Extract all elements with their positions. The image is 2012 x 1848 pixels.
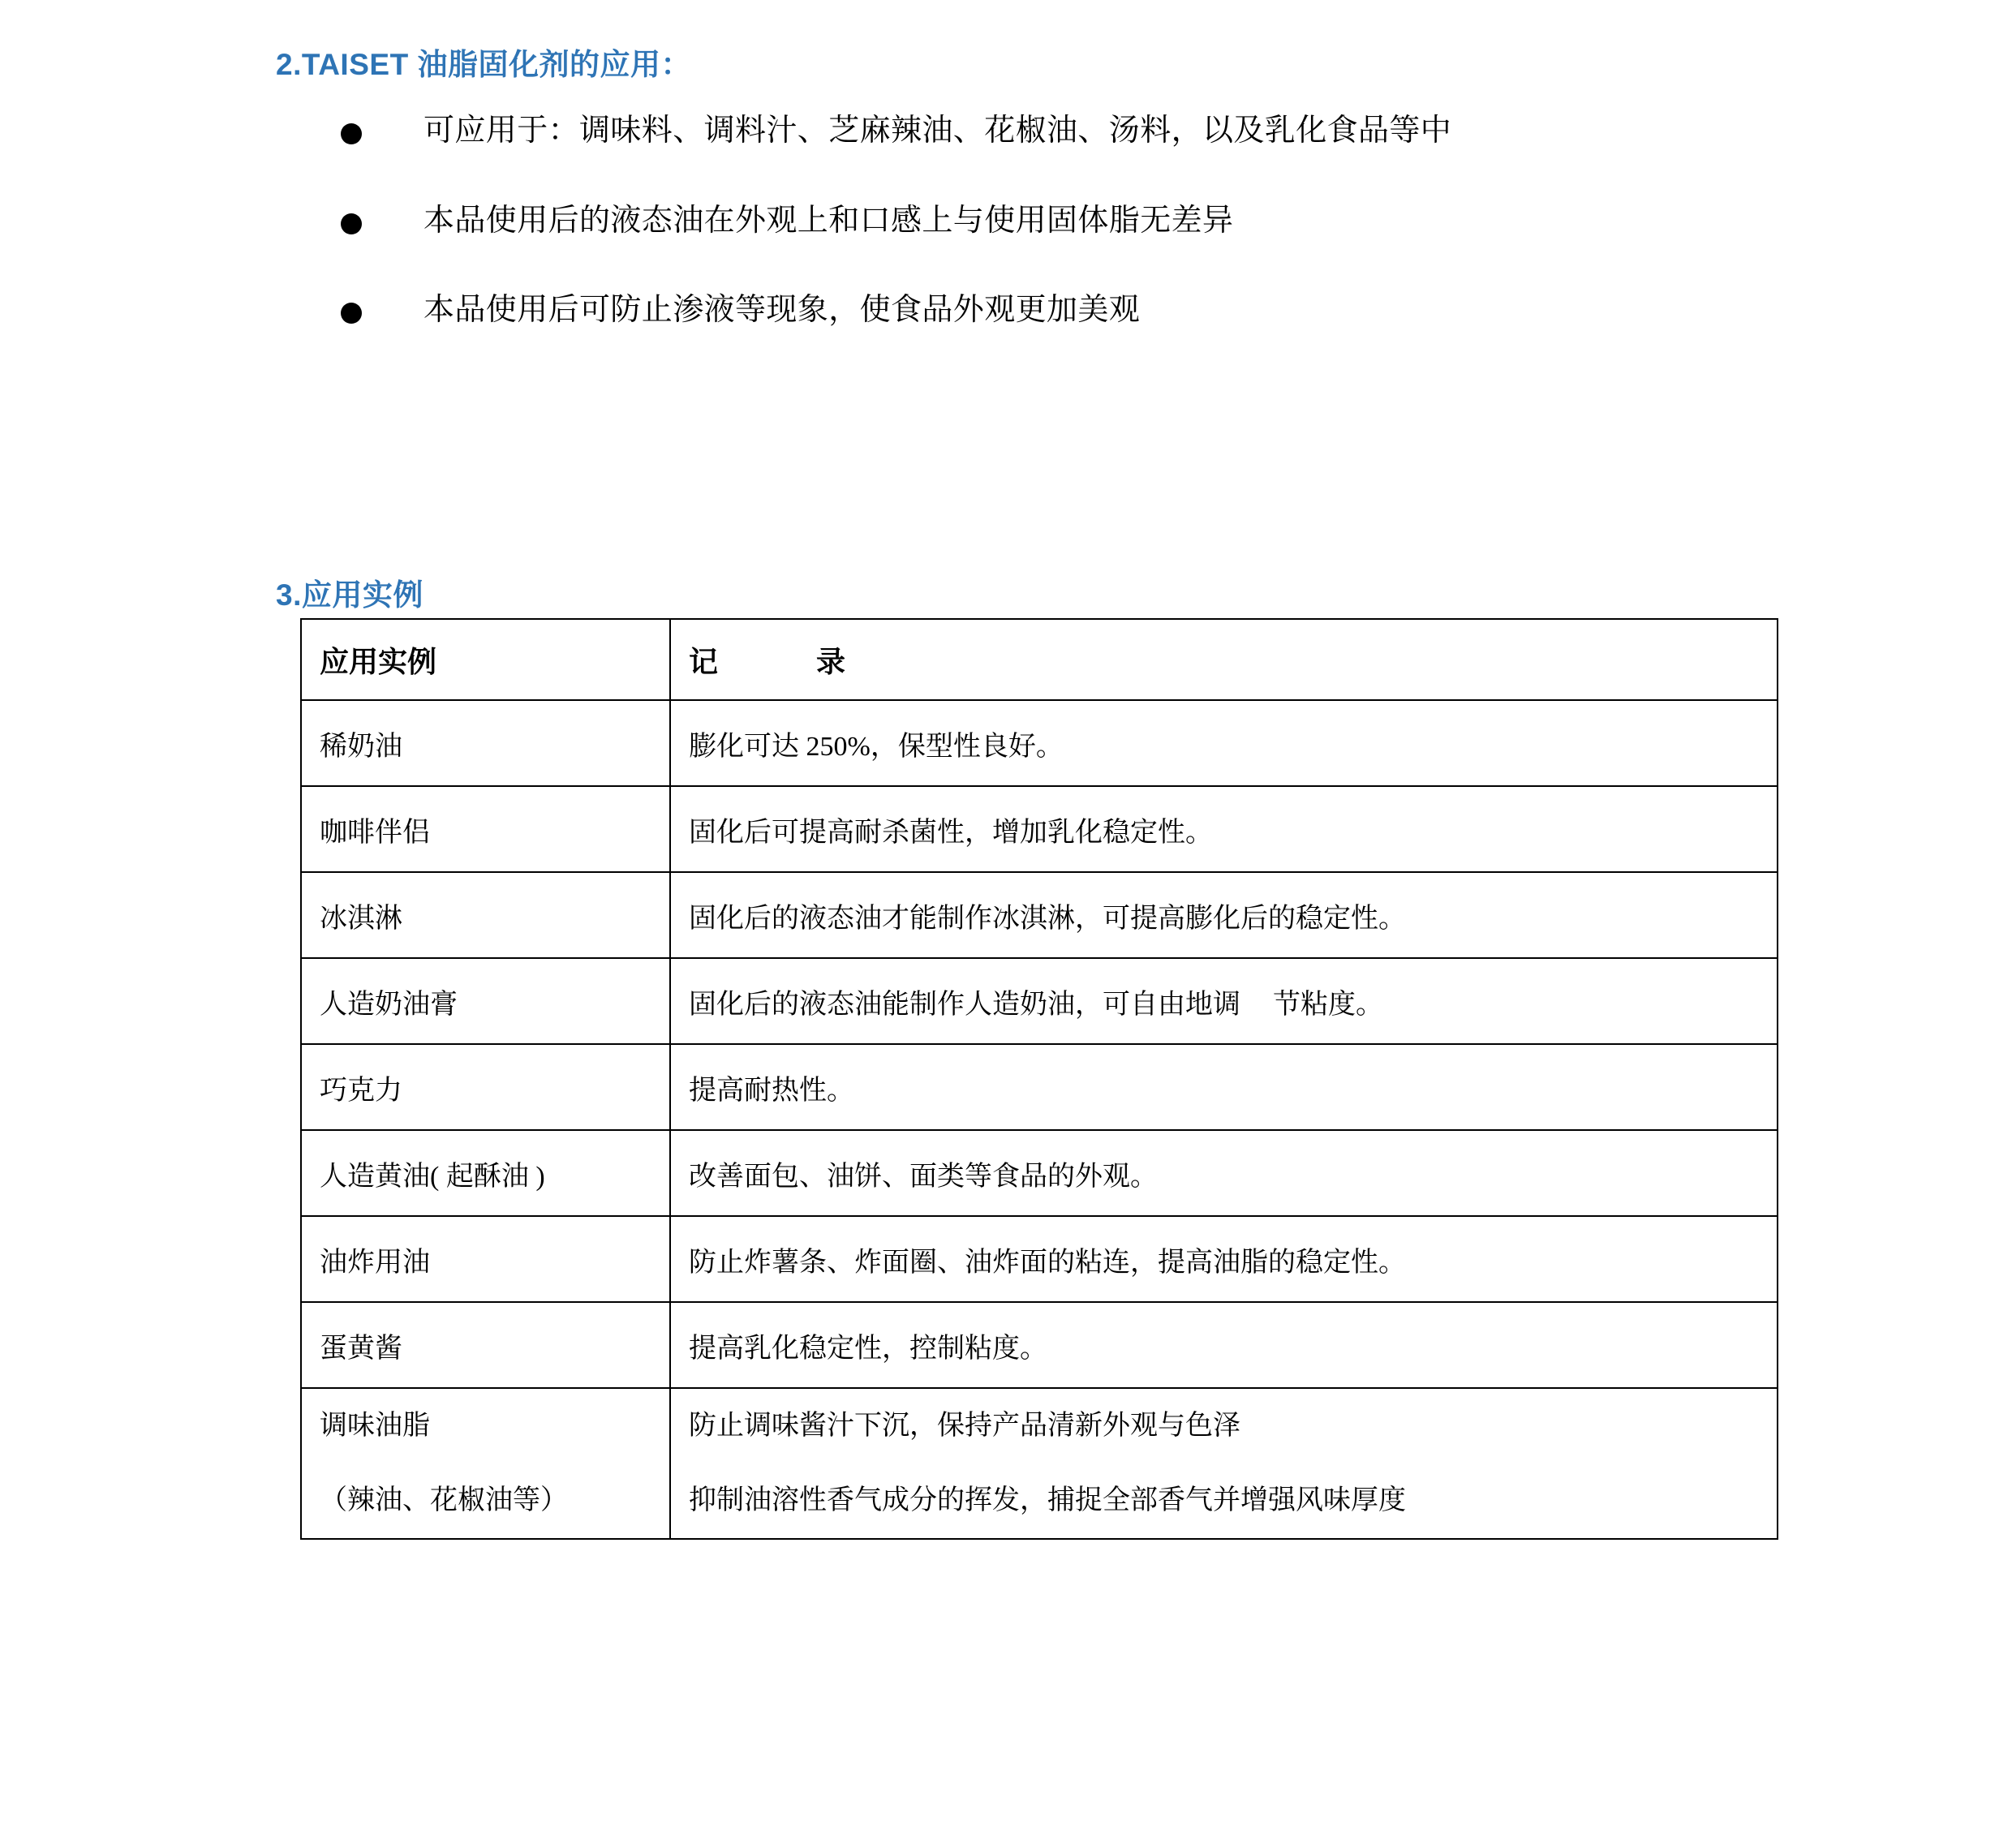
list-item [341,112,1882,151]
table-row [301,1302,1778,1388]
cell-record [670,958,1778,1044]
table-body [301,700,1778,1539]
cell-record-part1: 固化后的液态油能制作人造奶油，可自由地调 [689,989,1240,1020]
table-row [301,700,1778,786]
bullet-text: 可应用于：调味料、调料汁、芝麻辣油、花椒油、汤料，以及乳化食品等中 [423,114,1452,148]
cell-record: 改善面包、油饼、面类等食品的外观。 [670,1130,1778,1216]
cell-record: 提高乳化稳定性，控制粘度。 [670,1302,1778,1388]
cell-record: 固化后的液态油才能制作冰淇淋，可提高膨化后的稳定性。 [670,872,1778,958]
bullet-dot-icon [341,213,362,234]
section-heading-examples: 3.应用实例 [276,578,423,612]
cell-record-part2: 节粘度。 [1273,989,1383,1020]
column-header-record-part1: 记 [689,645,720,678]
table-header-row [301,619,1778,700]
cell-record: 防止炸薯条、炸面圈、油炸面的粘连，提高油脂的稳定性。 [670,1216,1778,1302]
cell-example-name: 人造黄油( 起酥油 ) [301,1130,670,1216]
cell-example-name-line1: 调味油脂 [320,1411,430,1441]
column-header-record-part2: 录 [816,645,847,678]
application-examples-table [300,618,1778,1540]
cell-example-name: 巧克力 [301,1044,670,1130]
cell-record: 膨化可达 250%，保型性良好。 [670,700,1778,786]
section-heading-applications: 2.TAISET 油脂固化剂的应用： [276,47,691,81]
cell-example-name: 人造奶油膏 [301,958,670,1044]
cell-example-name [301,1388,670,1539]
cell-record [670,1388,1778,1539]
table-row [301,1216,1778,1302]
bullet-text: 本品使用后可防止渗液等现象，使食品外观更加美观 [423,293,1141,327]
cell-record: 提高耐热性。 [670,1044,1778,1130]
table-row [301,1130,1778,1216]
application-bullet-list [341,112,1882,381]
cell-example-name: 咖啡伴侣 [301,786,670,872]
column-header-example: 应用实例 [301,619,670,700]
cell-example-name: 稀奶油 [301,700,670,786]
bullet-dot-icon [341,123,362,144]
column-header-record [670,619,1778,700]
cell-example-name: 蛋黄酱 [301,1302,670,1388]
cell-record-line1: 防止调味酱汁下沉，保持产品清新外观与色泽 [689,1411,1240,1441]
cell-record: 固化后可提高耐杀菌性，增加乳化稳定性。 [670,786,1778,872]
bullet-dot-icon [341,303,362,324]
cell-example-name-line2: （辣油、花椒油等） [320,1485,568,1515]
cell-record-line2: 抑制油溶性香气成分的挥发，捕捉全部香气并增强风味厚度 [689,1485,1406,1515]
table-row [301,1044,1778,1130]
table-row [301,786,1778,872]
table-header [301,619,1778,700]
table-row [301,872,1778,958]
cell-example-name: 冰淇淋 [301,872,670,958]
table-row [301,958,1778,1044]
table-row [301,1388,1778,1539]
list-item [341,291,1882,330]
list-item [341,202,1882,241]
bullet-text: 本品使用后的液态油在外观上和口感上与使用固体脂无差异 [423,203,1234,238]
cell-example-name: 油炸用油 [301,1216,670,1302]
